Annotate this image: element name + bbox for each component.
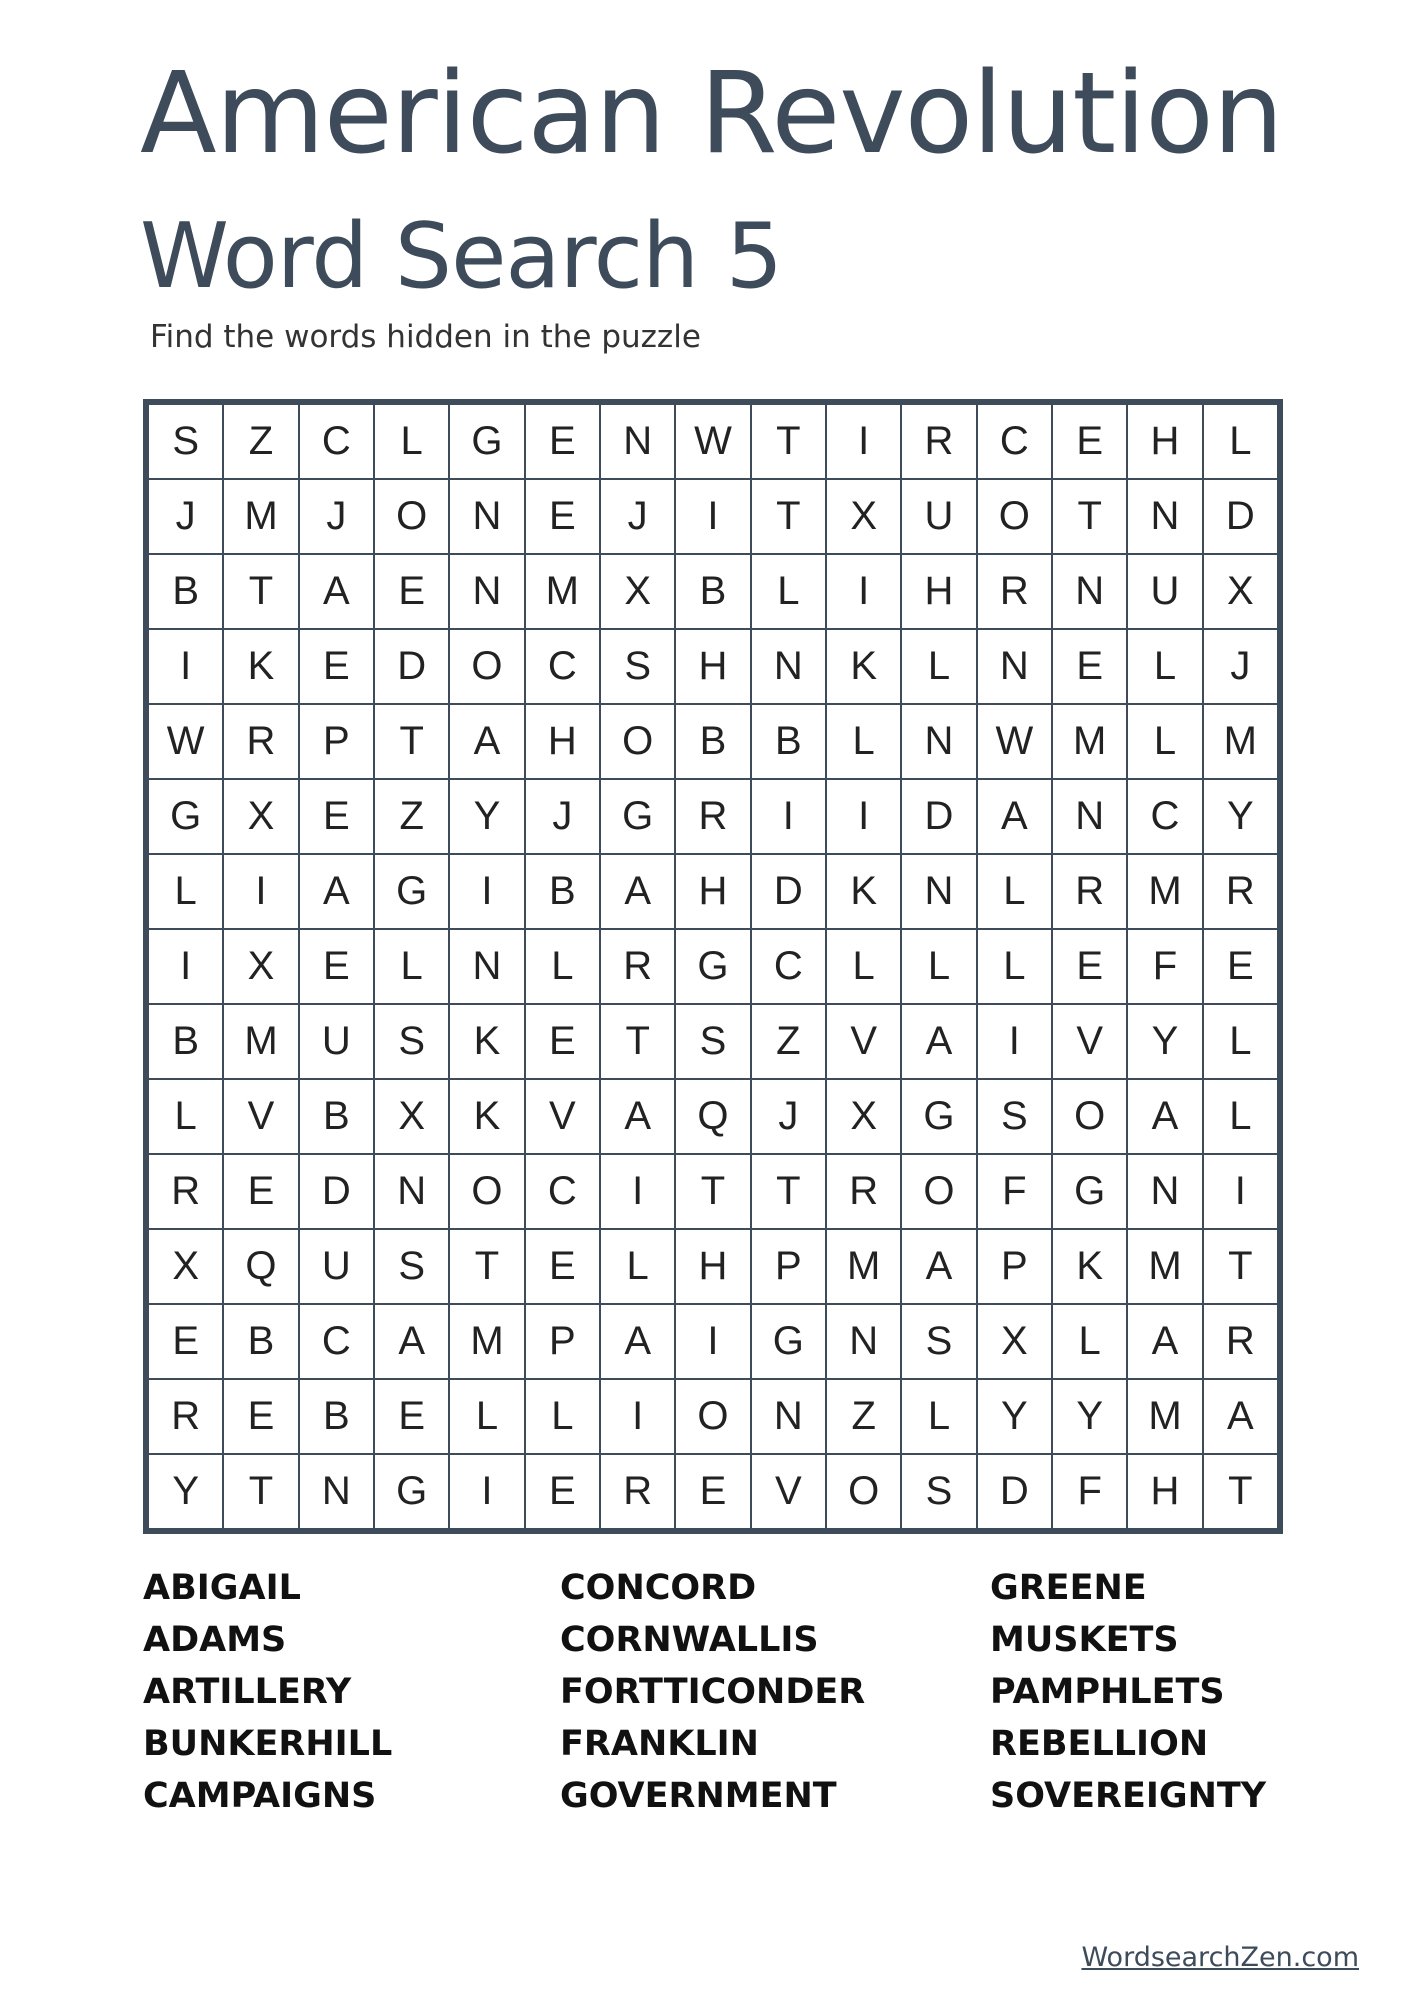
grid-cell: L bbox=[1128, 705, 1201, 778]
grid-cell: N bbox=[902, 855, 975, 928]
grid-cell: R bbox=[1204, 1305, 1277, 1378]
word-item: GOVERNMENT bbox=[560, 1776, 837, 1816]
word-item: MUSKETS bbox=[990, 1620, 1179, 1660]
grid-cell: B bbox=[752, 705, 825, 778]
grid-cell: L bbox=[375, 405, 448, 478]
grid-cell: B bbox=[149, 1005, 222, 1078]
grid-cell: R bbox=[676, 780, 749, 853]
grid-cell: Z bbox=[224, 405, 297, 478]
grid-cell: W bbox=[978, 705, 1051, 778]
word-item: FORTTICONDER bbox=[560, 1672, 866, 1712]
grid-cell: K bbox=[224, 630, 297, 703]
grid-cell: I bbox=[224, 855, 297, 928]
grid-cell: B bbox=[224, 1305, 297, 1378]
grid-cell: L bbox=[902, 630, 975, 703]
grid-cell: I bbox=[827, 780, 900, 853]
grid-cell: R bbox=[601, 1455, 674, 1528]
grid-cell: O bbox=[1053, 1080, 1126, 1153]
grid-cell: O bbox=[601, 705, 674, 778]
grid-cell: H bbox=[902, 555, 975, 628]
grid-cell: L bbox=[902, 930, 975, 1003]
grid-cell: L bbox=[450, 1380, 523, 1453]
grid-cell: E bbox=[1053, 630, 1126, 703]
grid-cell: D bbox=[752, 855, 825, 928]
grid-cell: Y bbox=[1128, 1005, 1201, 1078]
grid-cell: L bbox=[978, 855, 1051, 928]
grid-cell: H bbox=[676, 630, 749, 703]
grid-cell: L bbox=[1128, 630, 1201, 703]
grid-cell: N bbox=[752, 1380, 825, 1453]
grid-cell: T bbox=[375, 705, 448, 778]
grid-cell: X bbox=[149, 1230, 222, 1303]
grid-cell: Y bbox=[149, 1455, 222, 1528]
grid-cell: J bbox=[752, 1080, 825, 1153]
grid-cell: C bbox=[300, 405, 373, 478]
grid-cell: I bbox=[450, 855, 523, 928]
grid-cell: V bbox=[526, 1080, 599, 1153]
grid-cell: M bbox=[827, 1230, 900, 1303]
word-item: ADAMS bbox=[143, 1620, 287, 1660]
grid-cell: A bbox=[601, 1080, 674, 1153]
word-item: BUNKERHILL bbox=[143, 1724, 393, 1764]
grid-cell: R bbox=[902, 405, 975, 478]
grid-cell: O bbox=[902, 1155, 975, 1228]
grid-cell: B bbox=[300, 1380, 373, 1453]
grid-cell: B bbox=[300, 1080, 373, 1153]
word-item: FRANKLIN bbox=[560, 1724, 759, 1764]
grid-cell: L bbox=[752, 555, 825, 628]
grid-cell: S bbox=[902, 1455, 975, 1528]
grid-cell: F bbox=[978, 1155, 1051, 1228]
grid-cell: I bbox=[149, 930, 222, 1003]
grid-cell: N bbox=[1128, 480, 1201, 553]
grid-cell: L bbox=[149, 855, 222, 928]
grid-cell: A bbox=[300, 855, 373, 928]
grid-cell: W bbox=[676, 405, 749, 478]
grid-cell: T bbox=[752, 1155, 825, 1228]
grid-cell: F bbox=[1053, 1455, 1126, 1528]
grid-cell: G bbox=[149, 780, 222, 853]
grid-cell: X bbox=[978, 1305, 1051, 1378]
grid-cell: N bbox=[1128, 1155, 1201, 1228]
grid-cell: L bbox=[902, 1380, 975, 1453]
grid-cell: X bbox=[224, 930, 297, 1003]
grid-cell: L bbox=[526, 1380, 599, 1453]
grid-cell: O bbox=[375, 480, 448, 553]
grid-cell: D bbox=[300, 1155, 373, 1228]
grid-cell: A bbox=[1128, 1305, 1201, 1378]
grid-cell: E bbox=[1053, 930, 1126, 1003]
word-item: ARTILLERY bbox=[143, 1672, 352, 1712]
grid-cell: A bbox=[300, 555, 373, 628]
site-link[interactable]: WordsearchZen.com bbox=[1081, 1942, 1359, 1973]
grid-cell: N bbox=[752, 630, 825, 703]
grid-cell: B bbox=[526, 855, 599, 928]
grid-cell: L bbox=[1204, 1005, 1277, 1078]
grid-cell: G bbox=[752, 1305, 825, 1378]
grid-cell: L bbox=[827, 705, 900, 778]
grid-cell: T bbox=[752, 405, 825, 478]
grid-cell: R bbox=[978, 555, 1051, 628]
grid-cell: I bbox=[601, 1380, 674, 1453]
grid-cell: O bbox=[450, 630, 523, 703]
grid-cell: R bbox=[149, 1155, 222, 1228]
grid-cell: X bbox=[375, 1080, 448, 1153]
grid-cell: G bbox=[1053, 1155, 1126, 1228]
grid-cell: N bbox=[1053, 555, 1126, 628]
grid-cell: M bbox=[526, 555, 599, 628]
grid-cell: Y bbox=[1053, 1380, 1126, 1453]
word-item: CAMPAIGNS bbox=[143, 1776, 377, 1816]
grid-cell: A bbox=[375, 1305, 448, 1378]
grid-cell: M bbox=[1128, 1230, 1201, 1303]
grid-cell: C bbox=[752, 930, 825, 1003]
grid-cell: X bbox=[601, 555, 674, 628]
grid-cell: R bbox=[1204, 855, 1277, 928]
grid-cell: Q bbox=[676, 1080, 749, 1153]
grid-cell: U bbox=[902, 480, 975, 553]
grid-cell: Y bbox=[978, 1380, 1051, 1453]
letter-grid bbox=[143, 399, 1283, 1534]
grid-cell: B bbox=[676, 705, 749, 778]
grid-cell: A bbox=[902, 1005, 975, 1078]
word-list-column-2 bbox=[560, 1562, 865, 1822]
grid-cell: E bbox=[526, 480, 599, 553]
grid-cell: G bbox=[375, 855, 448, 928]
grid-cell: X bbox=[224, 780, 297, 853]
grid-cell: D bbox=[375, 630, 448, 703]
grid-cell: K bbox=[450, 1080, 523, 1153]
grid-cell: E bbox=[224, 1155, 297, 1228]
grid-cell: M bbox=[1204, 705, 1277, 778]
word-item: ABIGAIL bbox=[143, 1568, 301, 1608]
grid-cell: I bbox=[1204, 1155, 1277, 1228]
grid-cell: Z bbox=[752, 1005, 825, 1078]
grid-cell: I bbox=[978, 1005, 1051, 1078]
grid-cell: U bbox=[300, 1005, 373, 1078]
grid-cell: K bbox=[1053, 1230, 1126, 1303]
grid-cell: S bbox=[902, 1305, 975, 1378]
grid-cell: Y bbox=[1204, 780, 1277, 853]
word-item: REBELLION bbox=[990, 1724, 1209, 1764]
instructions: Find the words hidden in the puzzle bbox=[150, 319, 701, 355]
grid-cell: D bbox=[1204, 480, 1277, 553]
grid-cell: K bbox=[827, 855, 900, 928]
page-subtitle: Word Search 5 bbox=[140, 204, 783, 309]
grid-cell: A bbox=[1128, 1080, 1201, 1153]
grid-cell: E bbox=[1053, 405, 1126, 478]
page-title: American Revolution bbox=[140, 49, 1283, 179]
grid-cell: A bbox=[450, 705, 523, 778]
grid-cell: N bbox=[450, 480, 523, 553]
grid-cell: V bbox=[1053, 1005, 1126, 1078]
grid-cell: J bbox=[526, 780, 599, 853]
grid-cell: I bbox=[676, 1305, 749, 1378]
grid-cell: H bbox=[1128, 405, 1201, 478]
grid-cell: N bbox=[978, 630, 1051, 703]
grid-cell: M bbox=[450, 1305, 523, 1378]
grid-cell: E bbox=[375, 1380, 448, 1453]
grid-cell: C bbox=[978, 405, 1051, 478]
grid-cell: P bbox=[300, 705, 373, 778]
grid-cell: X bbox=[827, 1080, 900, 1153]
grid-cell: A bbox=[601, 855, 674, 928]
grid-cell: M bbox=[1128, 855, 1201, 928]
grid-cell: F bbox=[1128, 930, 1201, 1003]
grid-cell: H bbox=[676, 855, 749, 928]
grid-cell: T bbox=[224, 1455, 297, 1528]
grid-cell: L bbox=[1204, 405, 1277, 478]
grid-cell: D bbox=[902, 780, 975, 853]
grid-cell: I bbox=[676, 480, 749, 553]
grid-cell: P bbox=[978, 1230, 1051, 1303]
grid-cell: V bbox=[827, 1005, 900, 1078]
grid-cell: E bbox=[676, 1455, 749, 1528]
word-item: GREENE bbox=[990, 1568, 1147, 1608]
grid-cell: G bbox=[601, 780, 674, 853]
word-item: CONCORD bbox=[560, 1568, 757, 1608]
grid-cell: O bbox=[450, 1155, 523, 1228]
grid-cell: E bbox=[375, 555, 448, 628]
grid-cell: T bbox=[601, 1005, 674, 1078]
grid-cell: X bbox=[827, 480, 900, 553]
grid-cell: T bbox=[1204, 1455, 1277, 1528]
grid-cell: M bbox=[224, 480, 297, 553]
grid-cell: A bbox=[978, 780, 1051, 853]
grid-cell: T bbox=[676, 1155, 749, 1228]
grid-cell: H bbox=[676, 1230, 749, 1303]
word-item: PAMPHLETS bbox=[990, 1672, 1225, 1712]
word-list-column-3 bbox=[990, 1562, 1266, 1822]
grid-cell: U bbox=[1128, 555, 1201, 628]
grid-cell: E bbox=[526, 405, 599, 478]
grid-cell: G bbox=[676, 930, 749, 1003]
grid-cell: S bbox=[375, 1230, 448, 1303]
grid-cell: L bbox=[526, 930, 599, 1003]
grid-cell: I bbox=[149, 630, 222, 703]
grid-cell: T bbox=[1053, 480, 1126, 553]
grid-cell: U bbox=[300, 1230, 373, 1303]
word-item: SOVEREIGNTY bbox=[990, 1776, 1267, 1816]
grid-cell: C bbox=[1128, 780, 1201, 853]
grid-cell: N bbox=[450, 930, 523, 1003]
grid-cell: C bbox=[526, 1155, 599, 1228]
grid-cell: R bbox=[601, 930, 674, 1003]
grid-cell: A bbox=[1204, 1380, 1277, 1453]
grid-cell: N bbox=[827, 1305, 900, 1378]
grid-cell: I bbox=[450, 1455, 523, 1528]
grid-cell: E bbox=[224, 1380, 297, 1453]
grid-cell: R bbox=[827, 1155, 900, 1228]
grid-cell: E bbox=[1204, 930, 1277, 1003]
grid-cell: O bbox=[676, 1380, 749, 1453]
grid-cell: L bbox=[601, 1230, 674, 1303]
grid-cell: I bbox=[752, 780, 825, 853]
grid-cell: T bbox=[1204, 1230, 1277, 1303]
grid-cell: J bbox=[601, 480, 674, 553]
grid-cell: C bbox=[526, 630, 599, 703]
grid-cell: T bbox=[224, 555, 297, 628]
grid-cell: K bbox=[450, 1005, 523, 1078]
grid-cell: S bbox=[978, 1080, 1051, 1153]
grid-cell: N bbox=[601, 405, 674, 478]
grid-cell: N bbox=[1053, 780, 1126, 853]
grid-cell: S bbox=[149, 405, 222, 478]
grid-cell: L bbox=[375, 930, 448, 1003]
grid-cell: J bbox=[300, 480, 373, 553]
grid-cell: E bbox=[149, 1305, 222, 1378]
grid-cell: M bbox=[224, 1005, 297, 1078]
grid-cell: B bbox=[149, 555, 222, 628]
grid-cell: E bbox=[300, 630, 373, 703]
grid-cell: T bbox=[450, 1230, 523, 1303]
grid-cell: N bbox=[450, 555, 523, 628]
grid-cell: P bbox=[752, 1230, 825, 1303]
grid-cell: S bbox=[375, 1005, 448, 1078]
grid-cell: S bbox=[601, 630, 674, 703]
grid-cell: L bbox=[978, 930, 1051, 1003]
word-item: CORNWALLIS bbox=[560, 1620, 819, 1660]
grid-cell: L bbox=[1053, 1305, 1126, 1378]
grid-cell: N bbox=[375, 1155, 448, 1228]
grid-cell: Y bbox=[450, 780, 523, 853]
grid-cell: A bbox=[601, 1305, 674, 1378]
grid-cell: N bbox=[902, 705, 975, 778]
grid-cell: L bbox=[827, 930, 900, 1003]
grid-cell: T bbox=[752, 480, 825, 553]
grid-cell: V bbox=[752, 1455, 825, 1528]
grid-cell: I bbox=[827, 555, 900, 628]
grid-cell: G bbox=[375, 1455, 448, 1528]
grid-cell: H bbox=[526, 705, 599, 778]
grid-cell: M bbox=[1128, 1380, 1201, 1453]
grid-cell: A bbox=[902, 1230, 975, 1303]
grid-cell: L bbox=[149, 1080, 222, 1153]
grid-cell: L bbox=[1204, 1080, 1277, 1153]
grid-cell: O bbox=[827, 1455, 900, 1528]
grid-cell: S bbox=[676, 1005, 749, 1078]
grid-cell: J bbox=[149, 480, 222, 553]
grid-cell: O bbox=[978, 480, 1051, 553]
grid-cell: G bbox=[450, 405, 523, 478]
grid-cell: P bbox=[526, 1305, 599, 1378]
grid-cell: R bbox=[224, 705, 297, 778]
grid-cell: I bbox=[601, 1155, 674, 1228]
grid-cell: Z bbox=[375, 780, 448, 853]
grid-cell: E bbox=[526, 1230, 599, 1303]
grid-cell: Z bbox=[827, 1380, 900, 1453]
grid-cell: K bbox=[827, 630, 900, 703]
grid-cell: R bbox=[1053, 855, 1126, 928]
grid-cell: E bbox=[300, 780, 373, 853]
grid-cell: C bbox=[300, 1305, 373, 1378]
grid-cell: E bbox=[300, 930, 373, 1003]
grid-cell: R bbox=[149, 1380, 222, 1453]
grid-cell: N bbox=[300, 1455, 373, 1528]
grid-cell: M bbox=[1053, 705, 1126, 778]
grid-cell: J bbox=[1204, 630, 1277, 703]
grid-cell: I bbox=[827, 405, 900, 478]
grid-cell: V bbox=[224, 1080, 297, 1153]
grid-cell: W bbox=[149, 705, 222, 778]
grid-cell: D bbox=[978, 1455, 1051, 1528]
word-list-column-1 bbox=[143, 1562, 392, 1822]
grid-cell: G bbox=[902, 1080, 975, 1153]
grid-cell: X bbox=[1204, 555, 1277, 628]
grid-cell: E bbox=[526, 1455, 599, 1528]
grid-cell: H bbox=[1128, 1455, 1201, 1528]
grid-cell: Q bbox=[224, 1230, 297, 1303]
grid-cell: B bbox=[676, 555, 749, 628]
grid-cell: E bbox=[526, 1005, 599, 1078]
